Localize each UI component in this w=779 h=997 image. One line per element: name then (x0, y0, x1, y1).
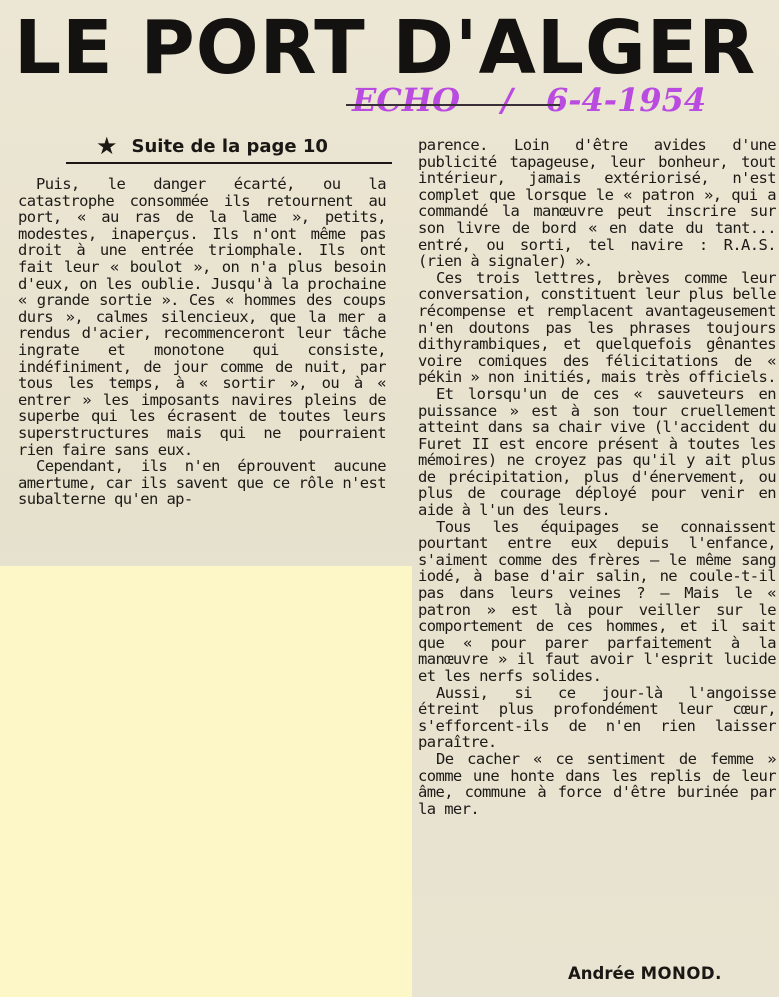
author-first-name: Andrée (568, 964, 635, 983)
headline: LE PORT D'ALGER (14, 5, 757, 91)
paragraph: Tous les équipages se connaissent pourtant entre eux depuis l'enfance, s'aiment comme des frères — le même sang iodé, à base d'air salin, ne coule-t-il pas dans leurs veines ? — Mais le « patron » est là pour veiller sur le comportement de ces hommes, et il sait que « pour parer parfaitement à la manœuvre » il faut avoir l'esprit lucide et les nerfs solides. (418, 517, 776, 685)
handwritten-annotation (352, 78, 732, 122)
paragraph: Cependant, ils n'en éprouvent aucune amertume, car ils savent que ce rôle n'est subalterne qu'en ap- (18, 457, 386, 509)
annotation-separator: / (501, 81, 513, 119)
subhead-text: Suite de la page 10 (131, 135, 328, 157)
annotation-source: ECHO (352, 81, 460, 119)
annotation-date: 6-4-1954 (545, 81, 707, 119)
star-icon: ★ (96, 132, 118, 160)
continuation-subhead (96, 131, 396, 161)
article-column-left (18, 176, 386, 508)
paragraph: parence. Loin d'être avides d'une publicité tapageuse, leur bonheur, tout intérieur, jamais extériorisé, n'est complet que lorsque le « patron », qui a commandé la manœuvre peut inscrire sur son livre de bord « en date du tant... entré, ou sorti, tel navire : R.A.S. (rien à signaler) ». (418, 136, 776, 271)
paragraph: Et lorsqu'un de ces « sauveteurs en puissance » est à son tour cruellement atteint dans sa chair vive (l'accident du Furet II est encore présent à toutes les mémoires) ne croyez pas qu'il y ait plus de précipitation, plus d'énervement, ou plus de courage déployé pour venir en aide à l'un des leurs. (418, 384, 777, 520)
article-column-right (418, 137, 776, 817)
paragraph: Aussi, si ce jour-là l'angoisse étreint plus profondément leur cœur, s'efforcent-ils de n'en rien laisser paraître. (418, 683, 776, 752)
paragraph: Ces trois lettres, brèves comme leur conversation, constituent leur plus belle récompense et remplacent avantageusement n'en doutons pas les phrases toujours dithyrambiques, et quelquefois gênantes voire comiques des félicitations de « pékin » non initiés, mais très officiels. (418, 268, 777, 387)
annotation-strike-line (346, 104, 560, 106)
paragraph: De cacher « ce sentiment de femme » comme une honte dans les replis de leur âme, commune à force d'être burinée par la mer. (418, 749, 776, 818)
author-signature (568, 962, 768, 986)
subhead-rule (66, 162, 392, 164)
paragraph: Puis, le danger écarté, ou la catastrophe consommée ils retournent au port, « au ras de la lame », petits, modestes, inaperçus. Ils n'ont même pas droit à une entrée triomphale. Ils ont fait leur « boulot », on n'a plus besoin d'eux, on les oublie. Jusqu'à la prochaine « grande sortie ». Ces « hommes des coups durs », calmes silencieux, que la mer a rendus d'acier, recommenceront leur tâche ingrate et monotone qui consiste, indéfiniment, de jour comme de nuit, par tous les temps, à « sortir », ou à « entrer » les imposants navires pleins de superbe qui les écrasent de toutes leurs superstructures mais qui ne pourraient rien faire sans eux. (18, 175, 386, 459)
author-last-name: MONOD. (640, 964, 722, 983)
